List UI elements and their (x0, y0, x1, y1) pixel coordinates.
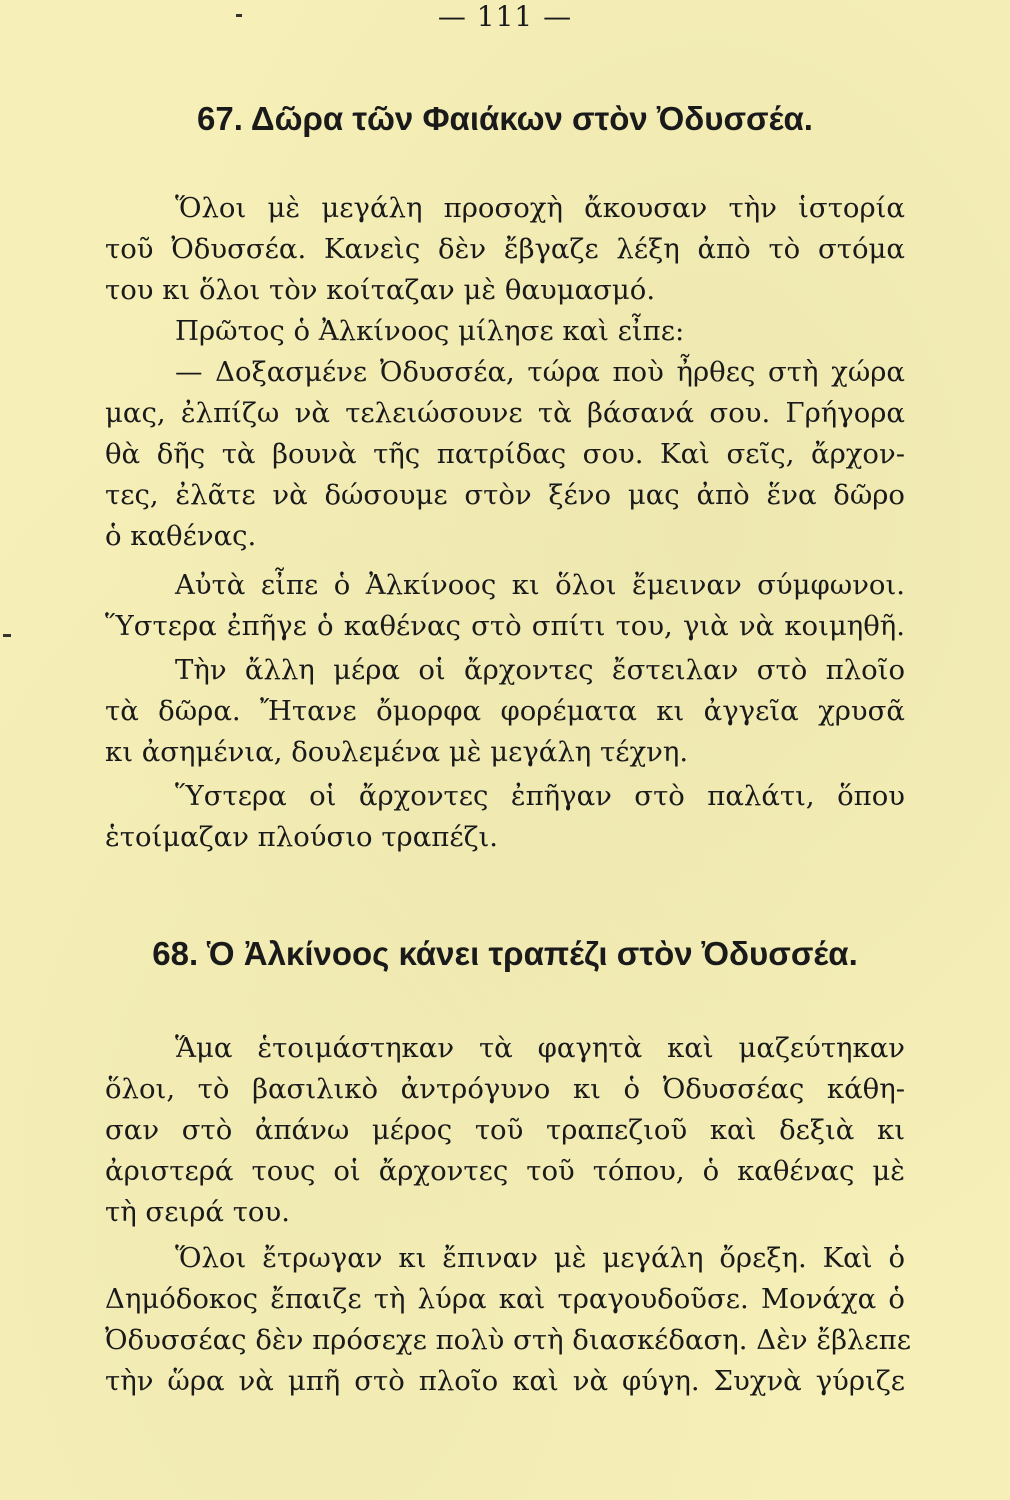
text-line: Ὀδυσσέας δὲν πρόσεχε πολὺ στὴ διασκέδαση. Δὲν ἔβλεπε (105, 1324, 911, 1356)
text-line: Πρῶτος ὁ Ἀλκίνοος μίλησε καὶ εἶπε: (175, 315, 685, 347)
text-line: ὅλοι, τὸ βασιλικὸ ἀντρόγυνο κι ὁ Ὀδυσσέας κάθη- (105, 1073, 905, 1105)
text-line: ἀριστερά τους οἱ ἄρχοντες τοῦ τόπου, ὁ καθένας μὲ (105, 1155, 905, 1187)
text-line: ἑτοίμαζαν πλούσιο τραπέζι. (105, 821, 499, 853)
text-line: τες, ἐλᾶτε νὰ δώσουμε στὸν ξένο μας ἀπὸ ἕνα δῶρο (105, 479, 905, 511)
text-line: Ὅλοι ἔτρωγαν κι ἔπιναν μὲ μεγάλη ὄρεξη. Καὶ ὁ (175, 1242, 905, 1274)
text-line: Ὕστερα οἱ ἄρχοντες ἐπῆγαν στὸ παλάτι, ὅπου (175, 780, 905, 812)
text-line: θὰ δῆς τὰ βουνὰ τῆς πατρίδας σου. Καὶ σεῖς, ἄρχον- (105, 438, 905, 470)
text-line: τοῦ Ὀδυσσέα. Κανεὶς δὲν ἔβγαζε λέξη ἀπὸ τὸ στόμα (105, 233, 905, 265)
section-heading-67: 67. Δῶρα τῶν Φαιάκων στὸν Ὀδυσσέα. (197, 100, 813, 137)
text-line: Αὐτὰ εἶπε ὁ Ἀλκίνοος κι ὅλοι ἔμειναν σύμφωνοι. (175, 569, 905, 601)
text-line: τὰ δῶρα. Ἤτανε ὄμορφα φορέματα κι ἀγγεῖα χρυσᾶ (105, 695, 905, 727)
text-line: Τὴν ἄλλη μέρα οἱ ἄρχοντες ἔστειλαν στὸ πλοῖο (175, 654, 905, 686)
text-line: — Δοξασμένε Ὀδυσσέα, τώρα ποὺ ἦρθες στὴ χώρα (175, 356, 905, 388)
margin-dash (3, 634, 11, 637)
text-line: του κι ὅλοι τὸν κοίταζαν μὲ θαυμασμό. (105, 274, 656, 306)
text-line: σαν στὸ ἀπάνω μέρος τοῦ τραπεζιοῦ καὶ δεξιὰ κι (105, 1114, 905, 1146)
text-line: τὴ σειρά του. (105, 1196, 290, 1228)
text-line: ὁ καθένας. (105, 520, 257, 552)
text-line: Ὕστερα ἐπῆγε ὁ καθένας στὸ σπίτι του, γιὰ νὰ κοιμηθῆ. (105, 610, 905, 642)
page-number: — 111 — (437, 0, 573, 33)
text-line: τὴν ὥρα νὰ μπῆ στὸ πλοῖο καὶ νὰ φύγη. Συχνὰ γύριζε (105, 1365, 905, 1397)
text-line: Ὅλοι μὲ μεγάλη προσοχὴ ἄκουσαν τὴν ἱστορία (175, 192, 905, 224)
text-line: Ἅμα ἑτοιμάστηκαν τὰ φαγητὰ καὶ μαζεύτηκαν (175, 1032, 905, 1064)
section-heading-68: 68. Ὁ Ἀλκίνοος κάνει τραπέζι στὸν Ὀδυσσέα. (152, 935, 858, 972)
text-line: μας, ἐλπίζω νὰ τελειώσουνε τὰ βάσανά σου. Γρήγορα (105, 397, 905, 429)
text-line: Δημόδοκος ἔπαιζε τὴ λύρα καὶ τραγουδοῦσε. Μονάχα ὁ (105, 1283, 905, 1315)
text-line: κι ἀσημένια, δουλεμένα μὲ μεγάλη τέχνη. (105, 736, 689, 768)
